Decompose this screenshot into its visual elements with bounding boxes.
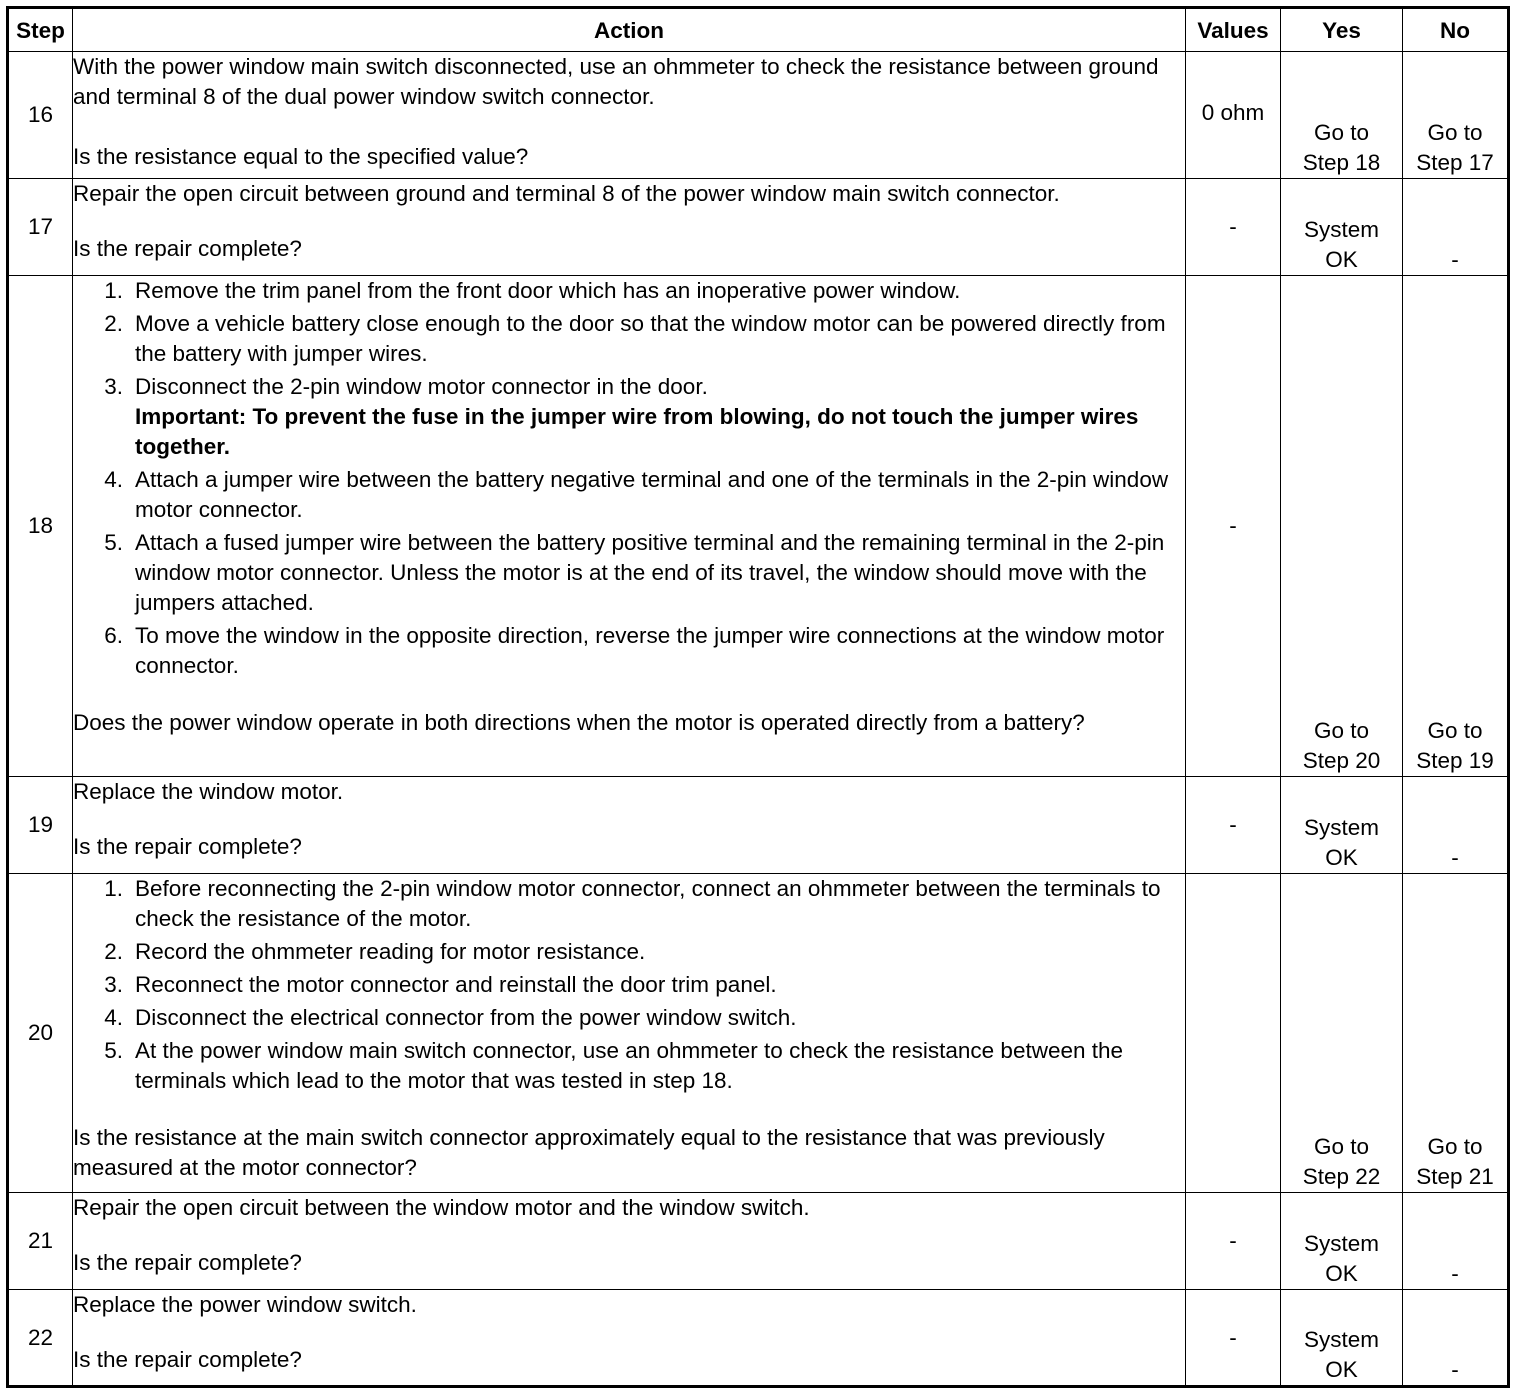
no-cell: - bbox=[1403, 1290, 1509, 1387]
no-cell: - bbox=[1403, 777, 1509, 874]
values-cell: - bbox=[1186, 1193, 1281, 1290]
action-cell bbox=[73, 179, 1186, 276]
header-yes: Yes bbox=[1281, 8, 1403, 52]
action-text: Repair the open circuit between the window motor and the window switch. bbox=[73, 1195, 810, 1220]
no-cell: - bbox=[1403, 1193, 1509, 1290]
action-cell bbox=[73, 1193, 1186, 1290]
diagnostic-table bbox=[6, 6, 1510, 1388]
list-item: 2. Record the ohmmeter reading for motor resistance. bbox=[104, 939, 646, 964]
procedure-list bbox=[73, 276, 1185, 681]
yes-cell: Go to Step 22 bbox=[1281, 874, 1403, 1193]
action-question: Is the repair complete? bbox=[73, 1347, 302, 1372]
action-text: Replace the power window switch. bbox=[73, 1292, 417, 1317]
list-item: 4. Attach a jumper wire between the battery negative terminal and one of the terminals in the 2-pin window motor connector. bbox=[104, 467, 1169, 522]
step-number: 18 bbox=[8, 276, 73, 777]
table-row bbox=[8, 874, 1509, 1193]
values-cell bbox=[1186, 874, 1281, 1193]
no-cell: Go to Step 17 bbox=[1403, 52, 1509, 179]
yes-cell: System OK bbox=[1281, 1290, 1403, 1387]
table-row bbox=[8, 276, 1509, 777]
list-item: 5. Attach a fused jumper wire between the battery positive terminal and the remaining terminal in the 2-pin window motor connector. Unless the motor is at the end of its travel, the window should move with the jumpers attached. bbox=[104, 530, 1165, 615]
list-item: 2. Move a vehicle battery close enough to the door so that the window motor can be powered directly from the battery with jumper wires. bbox=[104, 311, 1166, 366]
action-text: Replace the window motor. bbox=[73, 779, 344, 804]
action-cell bbox=[73, 276, 1186, 777]
yes-cell: System OK bbox=[1281, 179, 1403, 276]
values-cell: - bbox=[1186, 1290, 1281, 1387]
important-note: Important: To prevent the fuse in the jumper wire from blowing, do not touch the jumper wires together. bbox=[135, 404, 1139, 459]
list-item: 4. Disconnect the electrical connector from the power window switch. bbox=[104, 1005, 797, 1030]
table-row bbox=[8, 777, 1509, 874]
header-action: Action bbox=[73, 8, 1186, 52]
action-text: With the power window main switch disconnected, use an ohmmeter to check the resistance between ground and terminal 8 of the dual power window switch connector. bbox=[73, 54, 1159, 109]
list-item: 6. To move the window in the opposite direction, reverse the jumper wire connections at the window motor connector. bbox=[104, 623, 1165, 678]
header-values: Values bbox=[1186, 8, 1281, 52]
table-row bbox=[8, 179, 1509, 276]
header-row bbox=[8, 8, 1509, 52]
step-number: 20 bbox=[8, 874, 73, 1193]
step-number: 16 bbox=[8, 52, 73, 179]
yes-cell: System OK bbox=[1281, 1193, 1403, 1290]
action-cell bbox=[73, 777, 1186, 874]
values-cell: - bbox=[1186, 179, 1281, 276]
header-step: Step bbox=[8, 8, 73, 52]
header-no: No bbox=[1403, 8, 1509, 52]
step-number: 19 bbox=[8, 777, 73, 874]
step-number: 17 bbox=[8, 179, 73, 276]
action-cell bbox=[73, 874, 1186, 1193]
table-row bbox=[8, 1290, 1509, 1387]
action-question: Is the repair complete? bbox=[73, 236, 302, 261]
no-cell: - bbox=[1403, 179, 1509, 276]
action-question: Is the resistance equal to the specified value? bbox=[73, 144, 529, 169]
step-number: 21 bbox=[8, 1193, 73, 1290]
yes-cell: Go to Step 20 bbox=[1281, 276, 1403, 777]
action-question: Is the repair complete? bbox=[73, 834, 302, 859]
procedure-list bbox=[73, 874, 1185, 1096]
step-number: 22 bbox=[8, 1290, 73, 1387]
action-cell bbox=[73, 1290, 1186, 1387]
table-row bbox=[8, 52, 1509, 179]
list-item: 3. Reconnect the motor connector and reinstall the door trim panel. bbox=[104, 972, 777, 997]
action-question: Is the resistance at the main switch connector approximately equal to the resistance that was previously measured at the motor connector? bbox=[73, 1125, 1105, 1180]
list-item: 1. Remove the trim panel from the front door which has an inoperative power window. bbox=[104, 278, 961, 303]
action-text: Repair the open circuit between ground and terminal 8 of the power window main switch connector. bbox=[73, 181, 1060, 206]
list-item: 5. At the power window main switch connector, use an ohmmeter to check the resistance between the terminals which lead to the motor that was tested in step 18. bbox=[104, 1038, 1124, 1093]
action-question: Is the repair complete? bbox=[73, 1250, 302, 1275]
list-item: 3. Disconnect the 2-pin window motor connector in the door. Important: To prevent the fuse in the jumper wire from blowing, do not touch the jumper wires together. bbox=[95, 372, 1185, 462]
action-question: Does the power window operate in both directions when the motor is operated directly from a battery? bbox=[73, 710, 1085, 735]
values-cell: 0 ohm bbox=[1186, 52, 1281, 179]
no-cell: Go to Step 19 bbox=[1403, 276, 1509, 777]
no-cell: Go to Step 21 bbox=[1403, 874, 1509, 1193]
table-row bbox=[8, 1193, 1509, 1290]
action-cell bbox=[73, 52, 1186, 179]
yes-cell: System OK bbox=[1281, 777, 1403, 874]
values-cell: - bbox=[1186, 276, 1281, 777]
yes-cell: Go to Step 18 bbox=[1281, 52, 1403, 179]
values-cell: - bbox=[1186, 777, 1281, 874]
list-item: 1. Before reconnecting the 2-pin window motor connector, connect an ohmmeter between the terminals to check the resistance of the motor. bbox=[104, 876, 1161, 931]
